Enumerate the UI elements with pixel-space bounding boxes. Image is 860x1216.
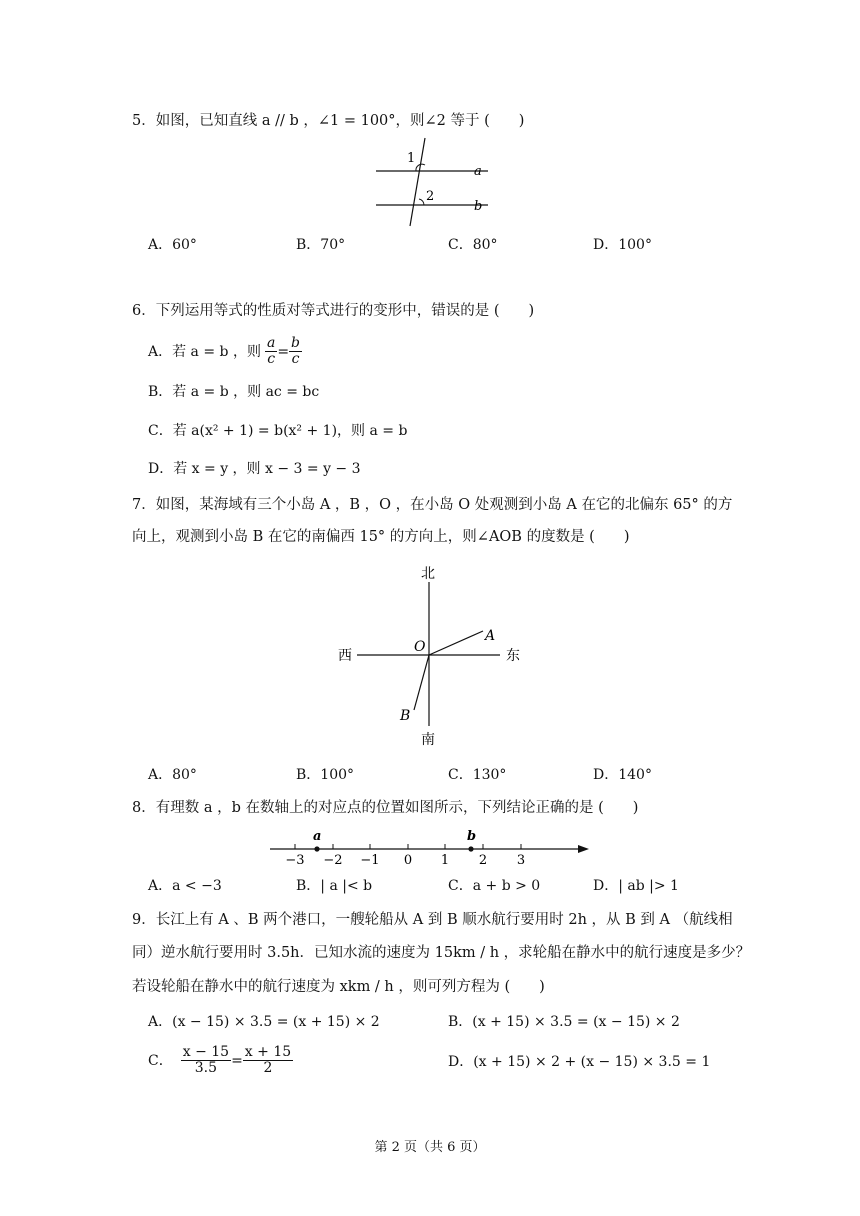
q6-a-frac-left bbox=[265, 336, 277, 368]
label-a: a bbox=[313, 829, 322, 844]
label-a: a bbox=[474, 164, 482, 179]
q5-option-d: D．100° bbox=[593, 237, 652, 253]
q9-option-c bbox=[148, 1045, 293, 1077]
q8-option-c: C．a + b > 0 bbox=[448, 878, 541, 894]
q9-c-den-left: 3.5 bbox=[194, 1060, 218, 1077]
label-north: 北 bbox=[421, 566, 435, 582]
q5-stem: 5．如图，已知直线 a // b ，∠1 = 100°，则∠2 等于 ( ) bbox=[132, 113, 525, 129]
label-east: 东 bbox=[506, 648, 520, 664]
q9-option-a: A．(x − 15) × 3.5 = (x + 15) × 2 bbox=[148, 1014, 380, 1030]
page-footer: 第 2 页（共 6 页） bbox=[374, 1140, 486, 1155]
q5-option-a: A．60° bbox=[148, 237, 197, 253]
q7-compass-figure bbox=[330, 560, 530, 752]
tick-label-2: 2 bbox=[478, 853, 488, 868]
ray-oa bbox=[429, 631, 483, 655]
tick-label-3: 3 bbox=[516, 853, 526, 868]
q7-option-c: C．130° bbox=[448, 767, 507, 783]
q6-a-num-right: b bbox=[291, 335, 301, 351]
q9-line3: 若设轮船在静水中的航行速度为 xkm / h ，则可列方程为 ( ) bbox=[132, 979, 545, 995]
ray-ob bbox=[414, 655, 429, 710]
label-1: 1 bbox=[407, 151, 416, 166]
q6-a-prefix: A．若 a = b ，则 bbox=[148, 343, 261, 360]
label-b: B bbox=[400, 708, 411, 724]
label-south: 南 bbox=[421, 732, 435, 748]
q5-figure bbox=[370, 134, 500, 230]
q6-option-c: C．若 a(x² + 1) = b(x² + 1)，则 a = b bbox=[148, 423, 408, 439]
tick-label-1: 1 bbox=[440, 853, 450, 868]
q8-stem: 8．有理数 a ，b 在数轴上的对应点的位置如图所示，下列结论正确的是 ( ) bbox=[132, 800, 639, 816]
q7-line2: 向上，观测到小岛 B 在它的南偏西 15° 的方向上，则∠AOB 的度数是 ( ) bbox=[132, 529, 630, 545]
q6-option-a bbox=[148, 336, 302, 368]
q7-option-b: B．100° bbox=[296, 767, 355, 783]
q9-option-b: B．(x + 15) × 3.5 = (x − 15) × 2 bbox=[448, 1014, 680, 1030]
q6-stem: 6．下列运用等式的性质对等式进行的变形中，错误的是 ( ) bbox=[132, 303, 535, 319]
q9-c-frac-left bbox=[181, 1045, 231, 1077]
tick-label-neg2: −2 bbox=[323, 853, 343, 868]
q6-a-den-left: c bbox=[267, 351, 276, 368]
q6-option-d: D．若 x = y ，则 x − 3 = y − 3 bbox=[148, 461, 361, 477]
q6-option-b: B．若 a = b ，则 ac = bc bbox=[148, 384, 320, 400]
q8-number-line bbox=[265, 826, 595, 870]
q9-c-prefix: C． bbox=[148, 1052, 173, 1069]
q9-c-num-left: x − 15 bbox=[182, 1044, 230, 1060]
label-b: b bbox=[474, 199, 483, 214]
q6-a-num-left: a bbox=[266, 335, 276, 351]
q7-line1: 7．如图，某海域有三个小岛 A ，B ，O ，在小岛 O 处观测到小岛 A 在它的北偏东 65° 的方 bbox=[132, 497, 733, 513]
point-a bbox=[314, 846, 319, 851]
label-west: 西 bbox=[338, 648, 352, 664]
q7-option-a: A．80° bbox=[148, 767, 197, 783]
label-b: b bbox=[467, 829, 477, 844]
q9-c-equals: = bbox=[231, 1052, 243, 1069]
q8-option-d: D．| ab |> 1 bbox=[593, 878, 679, 894]
q6-a-equals: = bbox=[277, 343, 290, 360]
q9-option-d: D．(x + 15) × 2 + (x − 15) × 3.5 = 1 bbox=[448, 1054, 711, 1070]
tick-label-neg3: −3 bbox=[285, 853, 305, 868]
tick-label-neg1: −1 bbox=[360, 853, 380, 868]
q9-line1: 9．长江上有 A 、B 两个港口，一艘轮船从 A 到 B 顺水航行要用时 2h ，从 B 到 A （航线相 bbox=[132, 912, 733, 928]
q5-option-b: B．70° bbox=[296, 237, 346, 253]
label-2: 2 bbox=[426, 189, 435, 204]
angle2-arc bbox=[419, 199, 424, 205]
label-a: A bbox=[485, 628, 496, 644]
q8-option-b: B．| a |< b bbox=[296, 878, 373, 894]
q9-c-num-right: x + 15 bbox=[244, 1044, 292, 1060]
q6-a-frac-right bbox=[289, 336, 302, 368]
q8-option-a: A．a < −3 bbox=[148, 878, 222, 894]
label-o: O bbox=[414, 639, 426, 655]
q6-a-den-right: c bbox=[291, 351, 300, 368]
q5-option-c: C．80° bbox=[448, 237, 498, 253]
q7-option-d: D．140° bbox=[593, 767, 652, 783]
tick-label-0: 0 bbox=[403, 853, 413, 868]
q9-c-frac-right bbox=[243, 1045, 293, 1077]
q9-c-den-right: 2 bbox=[263, 1060, 273, 1077]
q9-line2: 同）逆水航行要用时 3.5h．已知水流的速度为 15km / h ，求轮船在静水中的航行速度是多少？ bbox=[132, 945, 751, 961]
axis-arrow bbox=[578, 845, 589, 853]
point-b bbox=[468, 846, 473, 851]
